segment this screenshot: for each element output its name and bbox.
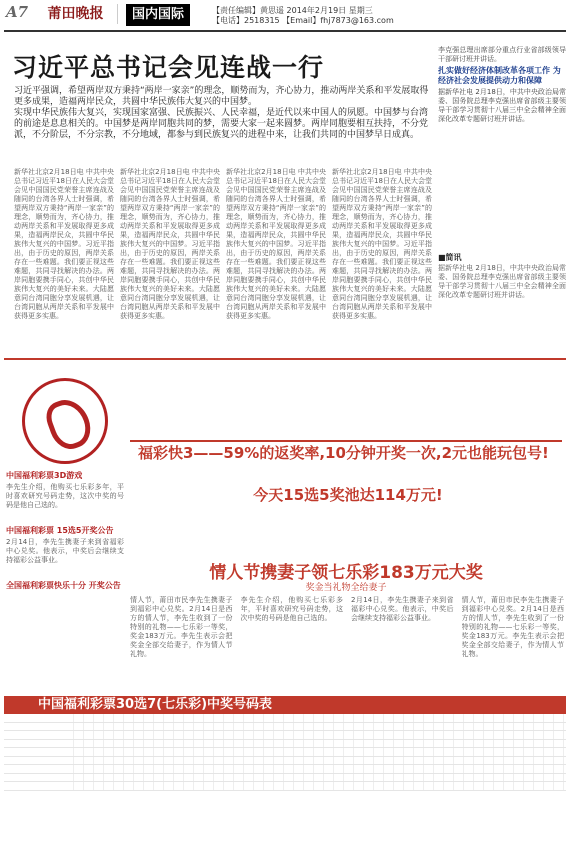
brief-news-head: ■简讯 — [438, 253, 462, 262]
lottery-col-2: 李先生介绍，他购买七乐彩多年，平时喜欢研究号码走势，这次中奖的号码是他自己选的。 — [240, 596, 343, 622]
lead-para-2: 实现中华民族伟大复兴，实现国家富强、民族振兴、人民幸福，是近代以来中国人的夙愿。中国梦与台湾的前途是息息相关的。中国梦是两岸同胞共同的梦，需要大家一起来圆梦。两岸同胞要相互扶持，不分党派，不分阶层，不分宗教，不分地域，都参与到民族复兴的进程中来，让我们共同的中国梦早日成真。 — [14, 108, 429, 140]
tag-15x5-body: 2月14日，李先生携妻子来到省福彩中心兑奖。他表示，中奖后会继续支持福彩公益事业。 — [6, 538, 124, 564]
lottery-deck: 奖金当礼物全给妻子 — [305, 583, 387, 593]
number-grid — [64, 714, 566, 722]
paper-logo: 莆田晚报 — [34, 4, 118, 24]
brief-news-body: 据新华社电 2月18日，中共中央政治局常委、国务院总理李克强出席省部级主要领导干部学习贯彻十八届三中全会精神全面深化改革专题研讨班并讲话。 — [438, 264, 566, 299]
table-row — [4, 723, 566, 732]
issue-number — [4, 740, 64, 748]
article-body-col2: 新华社北京2月18日电 中共中央总书记习近平18日在人民大会堂会见中国国民党荣誉主席连战及随同的台湾各界人士时强调，希望两岸双方秉持“两岸一家亲”的理念，顺势而为，齐心协力，推动两岸关系和平发展取得更多成果，造福两岸民众，共圆中华民族伟大复兴的中国梦。习近平指出，由于历史的原因，两岸关系存在一些难题。我们要正视这些难题，共同寻找解决的办法。两岸同胞要携手同心，共创中华民族伟大复兴的美好未来。大陆愿意同台湾同胞分享发展机遇，让台湾同胞从两岸关系和平发展中获得更多实惠。 — [120, 168, 220, 320]
number-grid — [64, 757, 566, 765]
table-row — [4, 740, 566, 749]
article-columns — [14, 168, 432, 354]
article-body-col4: 新华社北京2月18日电 中共中央总书记习近平18日在人民大会堂会见中国国民党荣誉主席连战及随同的台湾各界人士时强调，希望两岸双方秉持“两岸一家亲”的理念，顺势而为，齐心协力，推动两岸关系和平发展取得更多成果，造福两岸民众，共圆中华民族伟大复兴的中国梦。习近平指出，由于历史的原因，两岸关系存在一些难题。我们要正视这些难题，共同寻找解决的办法。两岸同胞要携手同心，共创中华民族伟大复兴的美好未来。大陆愿意同台湾同胞分享发展机遇，让台湾同胞从两岸关系和平发展中获得更多实惠。 — [332, 168, 432, 320]
number-grid — [64, 748, 566, 756]
number-grid — [64, 723, 566, 731]
lottery-col-4: 情人节，莆田市民李先生携妻子到福彩中心兑奖。2月14日是西方的情人节，李先生收到了一份特别的礼物——七乐彩一等奖，奖金183万元。李先生表示会把奖金全部交给妻子，作为情人节礼物。 — [461, 596, 564, 658]
lottery-side-tags — [6, 470, 124, 591]
lottery-col-3: 2月14日，李先生携妻子来到省福彩中心兑奖。他表示，中奖后会继续支持福彩公益事业。 — [351, 596, 454, 622]
result-table — [4, 714, 566, 844]
meta-editor: 【责任编辑】黄思遥 2014年2月19日 星期三 — [212, 6, 373, 15]
issue-number — [4, 757, 64, 765]
sidebar-body: 据新华社电 2月18日，中共中央政治局常委、国务院总理李克强出席省部级主要领导干部学习贯彻十八届三中全会精神全面深化改革专题研讨班并讲话。 — [438, 88, 566, 123]
article-body-col3: 新华社北京2月18日电 中共中央总书记习近平18日在人民大会堂会见中国国民党荣誉主席连战及随同的台湾各界人士时强调，希望两岸双方秉持“两岸一家亲”的理念，顺势而为，齐心协力，推动两岸关系和平发展取得更多成果，造福两岸民众，共圆中华民族伟大复兴的中国梦。习近平指出，由于历史的原因，两岸关系存在一些难题。我们要正视这些难题，共同寻找解决的办法。两岸同胞要携手同心，共创中华民族伟大复兴的美好未来。大陆愿意同台湾同胞分享发展机遇，让台湾同胞从两岸关系和平发展中获得更多实惠。 — [226, 168, 326, 320]
table-title: 中国福利彩票30选7(七乐彩)中奖号码表 — [4, 696, 566, 714]
main-headline: 习近平总书记会见连战一行 — [12, 53, 325, 82]
table-row — [4, 714, 566, 723]
number-grid — [64, 740, 566, 748]
issue-number — [4, 731, 64, 739]
sidebar-article — [438, 46, 566, 246]
table-row — [4, 748, 566, 757]
article-lead — [14, 86, 432, 141]
table-row — [4, 774, 566, 783]
issue-number — [4, 714, 64, 722]
table-row — [4, 757, 566, 766]
table-row — [4, 731, 566, 740]
section-title: 国内国际 — [126, 4, 190, 26]
sidebar-lead: 李克强总理出席部分重点行业省部级领导干部研讨班并讲话。 — [438, 46, 566, 63]
article-body-col1: 新华社北京2月18日电 中共中央总书记习近平18日在人民大会堂会见中国国民党荣誉主席连战及随同的台湾各界人士时强调，希望两岸双方秉持“两岸一家亲”的理念，顺势而为，齐心协力，推动两岸关系和平发展取得更多成果，造福两岸民众，共圆中华民族伟大复兴的中国梦。习近平指出，由于历史的原因，两岸关系存在一些难题。我们要正视这些难题，共同寻找解决的办法。两岸同胞要携手同心，共创中华民族伟大复兴的美好未来。大陆愿意同台湾同胞分享发展机遇，让台湾同胞从两岸关系和平发展中获得更多实惠。 — [14, 168, 114, 320]
tag-kl10: 全国福利彩票快乐十分 开奖公告 — [6, 581, 121, 590]
lottery-headline: 情人节携妻子领七乐彩183万元大奖 — [209, 563, 483, 583]
number-grid — [64, 731, 566, 739]
issue-number — [4, 723, 64, 731]
lottery-col-1: 情人节，莆田市民李先生携妻子到福彩中心兑奖。2月14日是西方的情人节，李先生收到了一份特别的礼物——七乐彩一等奖，奖金183万元。李先生表示会把奖金全部交给妻子，作为情人节礼物。 — [130, 596, 233, 658]
tag-3d-body: 李先生介绍，他购买七乐彩多年，平时喜欢研究号码走势，这次中奖的号码是他自己选的。 — [6, 483, 124, 509]
tag-15x5: 中国福利彩票 15选5开奖公告 — [6, 526, 114, 535]
meta-contact: 【电话】2518315 【Email】fhj7873@163.com — [212, 16, 394, 25]
issue-number — [4, 748, 64, 756]
number-grid — [64, 774, 566, 782]
issue-number — [4, 774, 64, 782]
promo-line-2: 今天15选5奖池达114万元! — [253, 486, 443, 504]
header-meta — [212, 6, 394, 26]
lead-para-1: 习近平强调，希望两岸双方秉持“两岸一家亲”的理念，顺势而为，齐心协力，推动两岸关系和平发展取得更多成果，造福两岸民众，共圆中华民族伟大复兴的中国梦。 — [14, 86, 429, 107]
page-number: A7 — [6, 3, 29, 21]
lottery-columns — [130, 596, 564, 696]
lottery-divider — [4, 358, 566, 360]
tag-3d: 中国福利彩票3D游戏 — [6, 471, 83, 480]
table-row — [4, 782, 566, 791]
issue-number — [4, 765, 64, 773]
table-row — [4, 765, 566, 774]
number-grid — [64, 765, 566, 773]
sidebar-title: 扎实做好经济体制改革各项工作 为经济社会发展提供动力和保障 — [438, 66, 561, 85]
issue-number — [4, 782, 64, 790]
header-rule — [4, 30, 566, 32]
promo-line-1: 福彩快3——59%的返奖率,10分钟开奖一次,2元也能玩包号! — [138, 444, 549, 462]
number-grid — [64, 782, 566, 790]
welfare-lottery-logo — [22, 378, 108, 464]
